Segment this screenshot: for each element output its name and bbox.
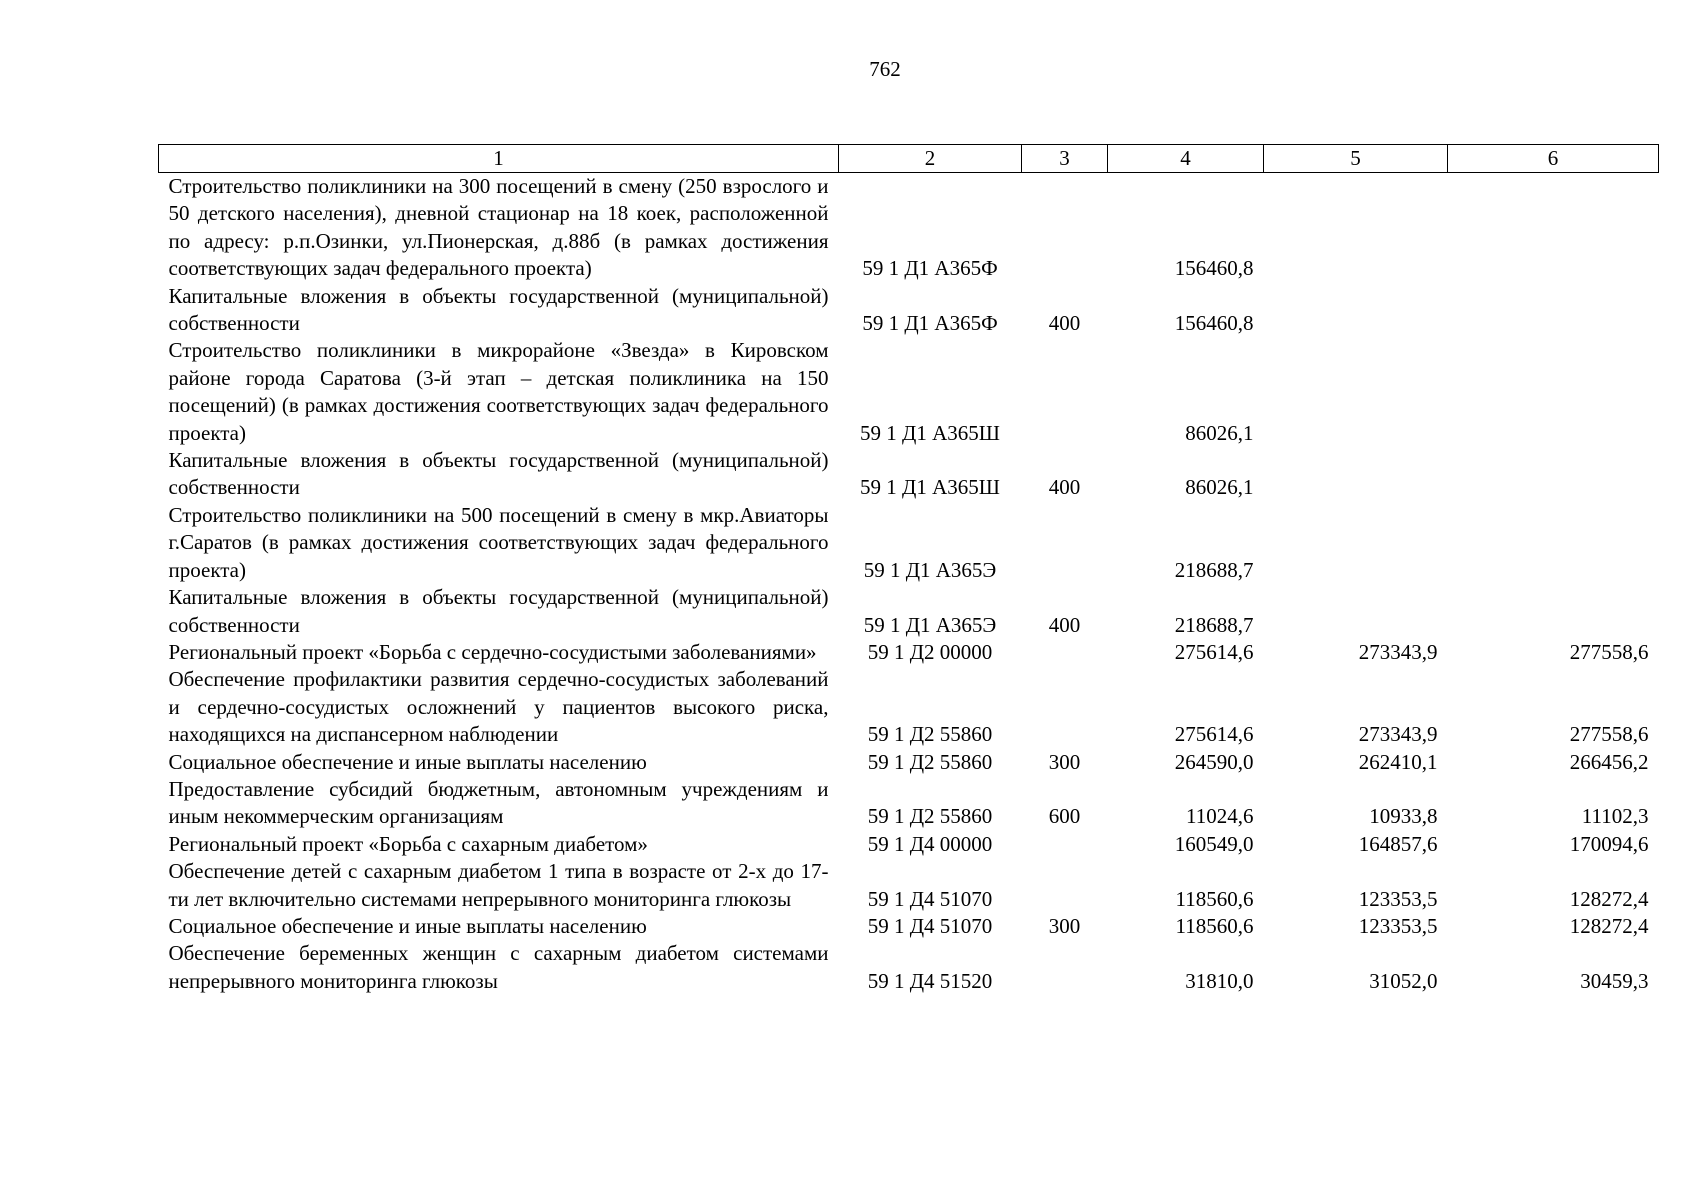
target-code: 59 1 Д2 55860 xyxy=(867,804,993,829)
table-header xyxy=(159,145,1659,173)
table-row xyxy=(159,940,1659,995)
expense-type xyxy=(1022,831,1108,858)
amount-col5 xyxy=(1264,584,1448,639)
table-row xyxy=(159,749,1659,776)
table-row xyxy=(159,502,1659,584)
expense-type xyxy=(1022,173,1108,283)
target-code: 59 1 Д1 А365Э xyxy=(863,557,997,582)
target-code: 59 1 Д4 51520 xyxy=(867,968,993,993)
expense-type: 400 xyxy=(1048,475,1081,500)
amount-col4: 275614,6 xyxy=(1174,639,1254,664)
table-row xyxy=(159,447,1659,502)
table-row xyxy=(159,283,1659,338)
table-row xyxy=(159,639,1659,666)
table-row xyxy=(159,776,1659,831)
item-name: Социальное обеспечение и иные выплаты населению xyxy=(168,749,647,774)
header-row xyxy=(159,145,1659,173)
target-code: 59 1 Д1 А365Ш xyxy=(860,475,1000,500)
amount-col6: 128272,4 xyxy=(1569,886,1649,911)
expense-type xyxy=(1022,337,1108,447)
column-header-1: 1 xyxy=(159,145,839,173)
table-row xyxy=(159,831,1659,858)
amount-col6 xyxy=(1448,502,1659,584)
amount-col6 xyxy=(1448,283,1659,338)
amount-col6: 128272,4 xyxy=(1569,913,1649,938)
item-name: Региональный проект «Борьба с сахарным диабетом» xyxy=(168,831,648,856)
item-name: Обеспечение беременных женщин с сахарным диабетом системами непрерывного мониторинга глюкозы xyxy=(168,941,829,993)
item-name: Обеспечение профилактики развития сердечно-сосудистых заболеваний и сердечно-сосудистых осложнений у пациентов высокого риска, находящихся на диспансерном наблюдении xyxy=(168,667,829,747)
page-number: 762 xyxy=(869,57,901,81)
amount-col6 xyxy=(1448,337,1659,447)
expense-type: 600 xyxy=(1048,804,1081,829)
budget-table xyxy=(158,144,1659,995)
amount-col6 xyxy=(1448,584,1659,639)
amount-col4: 160549,0 xyxy=(1174,831,1254,856)
item-name: Строительство поликлиники на 500 посещений в смену в мкр.Авиаторы г.Саратов (в рамках достижения соответствующих задач федерального проекта) xyxy=(168,502,829,582)
amount-col4: 275614,6 xyxy=(1174,722,1254,747)
target-code: 59 1 Д1 А365Ш xyxy=(860,420,1000,445)
column-header-4: 4 xyxy=(1108,145,1264,173)
amount-col5: 164857,6 xyxy=(1358,831,1438,856)
amount-col5: 31052,0 xyxy=(1369,968,1438,993)
amount-col5 xyxy=(1264,173,1448,283)
table-row xyxy=(159,584,1659,639)
amount-col5: 273343,9 xyxy=(1358,722,1438,747)
target-code: 59 1 Д4 51070 xyxy=(867,886,993,911)
target-code: 59 1 Д1 А365Ф xyxy=(862,311,998,336)
item-name: Региональный проект «Борьба с сердечно-сосудистыми заболеваниями» xyxy=(168,639,817,664)
amount-col5: 262410,1 xyxy=(1358,749,1438,774)
item-name: Предоставление субсидий бюджетным, автономным учреждениям и иным некоммерческим организациям xyxy=(168,776,829,829)
amount-col4: 31810,0 xyxy=(1185,968,1254,993)
table-row xyxy=(159,173,1659,283)
amount-col6: 11102,3 xyxy=(1581,804,1649,829)
amount-col5 xyxy=(1264,502,1448,584)
item-name: Социальное обеспечение и иные выплаты населению xyxy=(168,913,647,938)
item-name: Обеспечение детей с сахарным диабетом 1 типа в возрасте от 2-х до 17-ти лет включительно системами непрерывного мониторинга глюкозы xyxy=(168,859,829,911)
expense-type xyxy=(1022,666,1108,748)
amount-col5: 123353,5 xyxy=(1358,913,1438,938)
column-header-5: 5 xyxy=(1264,145,1448,173)
target-code: 59 1 Д4 00000 xyxy=(867,831,993,856)
amount-col4: 86026,1 xyxy=(1185,420,1254,445)
target-code: 59 1 Д4 51070 xyxy=(867,913,993,938)
item-name: Капитальные вложения в объекты государственной (муниципальной) собственности xyxy=(168,585,829,637)
table-row xyxy=(159,666,1659,748)
item-name: Капитальные вложения в объекты государственной (муниципальной) собственности xyxy=(168,283,829,336)
target-code: 59 1 Д1 А365Э xyxy=(863,612,997,637)
item-name: Строительство поликлиники на 300 посещений в смену (250 взрослого и 50 детского населения), дневной стационар на 18 коек, расположенной по адресу: р.п.Озинки, ул.Пионерская, д.88б (в рамках достижения соответствующих задач федерального проекта) xyxy=(168,174,829,281)
table-row xyxy=(159,337,1659,447)
amount-col6 xyxy=(1448,447,1659,502)
expense-type: 300 xyxy=(1048,913,1081,938)
target-code: 59 1 Д1 А365Ф xyxy=(862,256,998,281)
expense-type: 400 xyxy=(1048,612,1081,637)
amount-col4: 11024,6 xyxy=(1186,804,1254,829)
amount-col4: 264590,0 xyxy=(1174,749,1254,774)
amount-col6: 170094,6 xyxy=(1569,831,1649,856)
item-name: Строительство поликлиники в микрорайоне «Звезда» в Кировском районе города Саратова (3-й этап – детская поликлиника на 150 посещений) (в рамках достижения соответствующих задач федерального проекта) xyxy=(168,338,829,445)
amount-col5: 123353,5 xyxy=(1358,886,1438,911)
expense-type xyxy=(1022,858,1108,913)
column-header-2: 2 xyxy=(839,145,1022,173)
amount-col4: 156460,8 xyxy=(1174,311,1254,336)
amount-col4: 156460,8 xyxy=(1174,256,1254,281)
table-row xyxy=(159,913,1659,940)
amount-col4: 118560,6 xyxy=(1175,913,1254,938)
amount-col5: 273343,9 xyxy=(1358,639,1438,664)
amount-col4: 218688,7 xyxy=(1174,612,1254,637)
expense-type xyxy=(1022,502,1108,584)
expense-type: 300 xyxy=(1048,749,1081,774)
item-name: Капитальные вложения в объекты государственной (муниципальной) собственности xyxy=(168,448,829,500)
amount-col4: 218688,7 xyxy=(1174,557,1254,582)
column-header-6: 6 xyxy=(1448,145,1659,173)
amount-col6: 30459,3 xyxy=(1580,968,1649,993)
target-code: 59 1 Д2 55860 xyxy=(867,722,993,747)
amount-col6: 277558,6 xyxy=(1569,722,1649,747)
amount-col6 xyxy=(1448,173,1659,283)
amount-col5 xyxy=(1264,337,1448,447)
target-code: 59 1 Д2 00000 xyxy=(867,639,993,664)
expense-type xyxy=(1022,940,1108,995)
amount-col6: 266456,2 xyxy=(1569,749,1649,774)
table-row xyxy=(159,858,1659,913)
column-header-3: 3 xyxy=(1022,145,1108,173)
target-code: 59 1 Д2 55860 xyxy=(867,749,993,774)
amount-col4: 86026,1 xyxy=(1185,475,1254,500)
expense-type xyxy=(1022,639,1108,666)
amount-col5 xyxy=(1264,283,1448,338)
table-body xyxy=(159,173,1659,996)
amount-col4: 118560,6 xyxy=(1175,886,1254,911)
amount-col5 xyxy=(1264,447,1448,502)
expense-type: 400 xyxy=(1048,311,1081,336)
amount-col5: 10933,8 xyxy=(1369,804,1438,829)
amount-col6: 277558,6 xyxy=(1569,639,1649,664)
